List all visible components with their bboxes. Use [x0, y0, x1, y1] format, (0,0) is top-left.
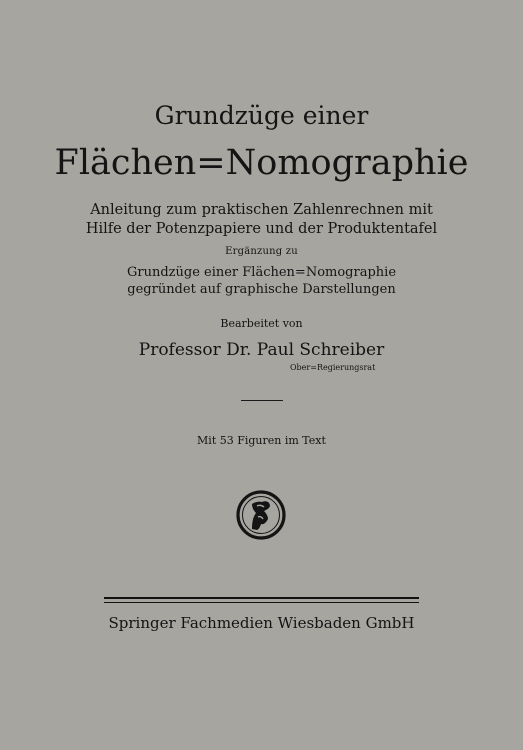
editor-position: Ober=Regierungsrat [290, 363, 376, 372]
figures-note: Mit 53 Figuren im Text [197, 434, 326, 447]
title-line-2: Flächen=Nomographie [54, 143, 469, 183]
publisher-rule-thick [104, 597, 419, 599]
title-line-1: Grundzüge einer [154, 101, 369, 130]
supplement-label: Ergänzung zu [225, 246, 298, 257]
springer-horse-emblem-icon [235, 489, 287, 541]
subtitle-line-2: Hilfe der Potenzpapiere und der Produktentafel [85, 221, 438, 237]
supplement-work-line-1: Grundzüge einer Flächen=Nomographie [126, 265, 397, 280]
publisher-rule-thin [104, 602, 419, 603]
supplement-work-line-2: gegründet auf graphische Darstellungen [127, 282, 396, 297]
publisher-name: Springer Fachmedien Wiesbaden GmbH [108, 614, 415, 632]
subtitle-line-1: Anleitung zum praktischen Zahlenrechnen mit [90, 202, 433, 218]
editor-name: Professor Dr. Paul Schreiber [138, 340, 385, 360]
editor-label: Bearbeitet von [220, 317, 303, 330]
short-divider [241, 400, 283, 401]
